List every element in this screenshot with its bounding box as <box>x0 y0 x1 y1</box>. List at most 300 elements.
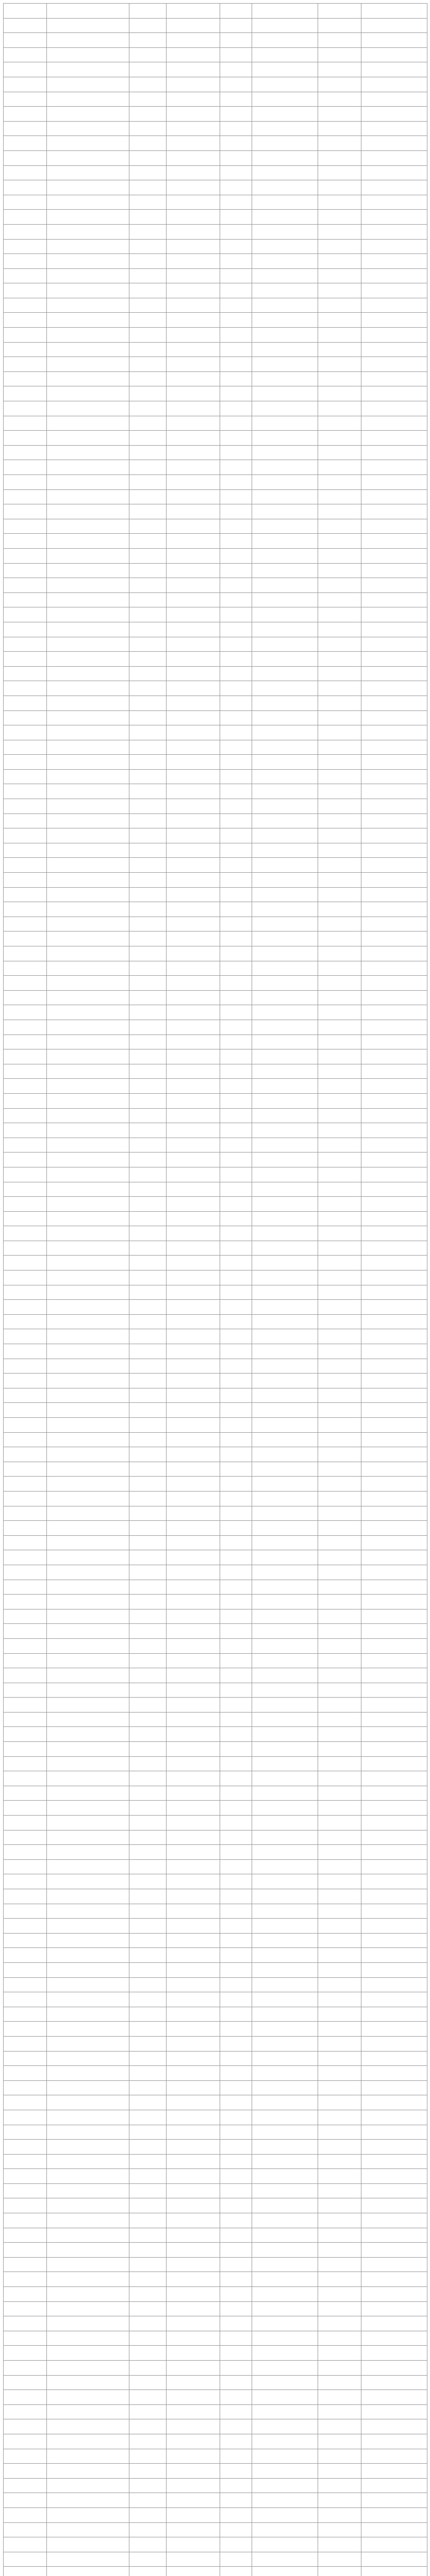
unit-cell <box>220 1123 252 1138</box>
model-cell <box>167 710 220 725</box>
row-number-cell <box>4 2007 47 2022</box>
table-row <box>4 1801 427 1816</box>
quantity-cell <box>318 858 361 873</box>
spec-cell <box>129 1270 167 1285</box>
spec-cell <box>129 2361 167 2376</box>
spec-cell <box>129 858 167 873</box>
brand-cell <box>252 1285 318 1300</box>
spec-cell <box>129 2140 167 2155</box>
model-cell <box>167 2095 220 2110</box>
quantity-cell <box>318 814 361 828</box>
row-number-cell <box>4 1359 47 1374</box>
row-number-cell <box>4 2464 47 2479</box>
row-number-cell <box>4 1374 47 1388</box>
row-number-cell <box>4 828 47 843</box>
table-row <box>4 2567 427 2576</box>
price-cell <box>361 2198 427 2213</box>
table-row <box>4 1256 427 1270</box>
model-cell <box>167 1786 220 1801</box>
price-cell <box>361 1403 427 1418</box>
item-name-cell <box>47 2316 129 2331</box>
price-cell <box>361 62 427 77</box>
model-cell <box>167 431 220 446</box>
brand-cell <box>252 902 318 917</box>
model-cell <box>167 1756 220 1771</box>
spec-cell <box>129 1403 167 1418</box>
unit-cell <box>220 2316 252 2331</box>
model-cell <box>167 931 220 946</box>
row-number-cell <box>4 298 47 313</box>
model-cell <box>167 1992 220 2007</box>
price-cell <box>361 1123 427 1138</box>
row-number-cell <box>4 107 47 122</box>
price-cell <box>361 828 427 843</box>
row-number-cell <box>4 843 47 858</box>
unit-cell <box>220 799 252 814</box>
row-number-cell <box>4 2154 47 2169</box>
price-cell <box>361 2449 427 2464</box>
brand-cell <box>252 917 318 931</box>
row-number-cell <box>4 2316 47 2331</box>
row-number-cell <box>4 1786 47 1801</box>
item-name-cell <box>47 622 129 637</box>
quantity-cell <box>318 563 361 578</box>
table-row <box>4 1771 427 1786</box>
unit-cell <box>220 4 252 19</box>
brand-cell <box>252 1079 318 1094</box>
model-cell <box>167 1521 220 1536</box>
item-name-cell <box>47 961 129 976</box>
item-name-cell <box>47 2051 129 2066</box>
quantity-cell <box>318 961 361 976</box>
item-name-cell <box>47 1108 129 1123</box>
table-row <box>4 1211 427 1226</box>
item-name-cell <box>47 1653 129 1668</box>
model-cell <box>167 1565 220 1580</box>
spec-cell <box>129 784 167 799</box>
price-cell <box>361 740 427 755</box>
brand-cell <box>252 696 318 710</box>
row-number-cell <box>4 254 47 269</box>
unit-cell <box>220 431 252 446</box>
brand-cell <box>252 460 318 475</box>
row-number-cell <box>4 1845 47 1860</box>
unit-cell <box>220 2125 252 2140</box>
row-number-cell <box>4 1668 47 1683</box>
brand-cell <box>252 2036 318 2051</box>
brand-cell <box>252 961 318 976</box>
item-name-cell <box>47 1418 129 1433</box>
row-number-cell <box>4 1462 47 1477</box>
brand-cell <box>252 1889 318 1904</box>
brand-cell <box>252 2272 318 2287</box>
quantity-cell <box>318 77 361 92</box>
table-row <box>4 740 427 755</box>
spec-cell <box>129 1889 167 1904</box>
spec-cell <box>129 1565 167 1580</box>
price-cell <box>361 784 427 799</box>
model-cell <box>167 1153 220 1167</box>
brand-cell <box>252 2449 318 2464</box>
table-row <box>4 1859 427 1874</box>
unit-cell <box>220 1595 252 1609</box>
table-row <box>4 1816 427 1831</box>
spec-cell <box>129 445 167 460</box>
price-cell <box>361 666 427 681</box>
spec-cell <box>129 460 167 475</box>
quantity-cell <box>318 2125 361 2140</box>
price-cell <box>361 2080 427 2095</box>
price-cell <box>361 1506 427 1521</box>
price-cell <box>361 990 427 1005</box>
quantity-cell <box>318 2552 361 2567</box>
model-cell <box>167 1595 220 1609</box>
unit-cell <box>220 666 252 681</box>
price-cell <box>361 2331 427 2346</box>
row-number-cell <box>4 1609 47 1624</box>
model-cell <box>167 1727 220 1742</box>
price-cell <box>361 1211 427 1226</box>
table-row <box>4 2198 427 2213</box>
row-number-cell <box>4 799 47 814</box>
row-number-cell <box>4 328 47 343</box>
quantity-cell <box>318 416 361 431</box>
unit-cell <box>220 2493 252 2508</box>
model-cell <box>167 2036 220 2051</box>
price-cell <box>361 1197 427 1212</box>
spec-cell <box>129 136 167 151</box>
table-row <box>4 2066 427 2081</box>
model-cell <box>167 342 220 357</box>
model-cell <box>167 1418 220 1433</box>
spec-cell <box>129 828 167 843</box>
brand-cell <box>252 371 318 386</box>
quantity-cell <box>318 902 361 917</box>
item-name-cell <box>47 1535 129 1550</box>
item-name-cell <box>47 239 129 254</box>
item-name-cell <box>47 2257 129 2272</box>
price-cell <box>361 814 427 828</box>
table-row <box>4 2272 427 2287</box>
row-number-cell <box>4 1506 47 1521</box>
spec-cell <box>129 210 167 225</box>
row-number-cell <box>4 2022 47 2037</box>
brand-cell <box>252 799 318 814</box>
unit-cell <box>220 1108 252 1123</box>
price-cell <box>361 1845 427 1860</box>
model-cell <box>167 210 220 225</box>
table-row <box>4 607 427 622</box>
spec-cell <box>129 843 167 858</box>
brand-cell <box>252 873 318 888</box>
model-cell <box>167 1609 220 1624</box>
spec-cell <box>129 2198 167 2213</box>
table-row <box>4 1462 427 1477</box>
brand-cell <box>252 180 318 195</box>
quantity-cell <box>318 121 361 136</box>
row-number-cell <box>4 1859 47 1874</box>
spec-cell <box>129 2169 167 2184</box>
model-cell <box>167 2552 220 2567</box>
table-row <box>4 725 427 740</box>
model-cell <box>167 4 220 19</box>
spec-cell <box>129 401 167 416</box>
brand-cell <box>252 563 318 578</box>
quantity-cell <box>318 1314 361 1329</box>
row-number-cell <box>4 961 47 976</box>
quantity-cell <box>318 1432 361 1447</box>
quantity-cell <box>318 2493 361 2508</box>
unit-cell <box>220 445 252 460</box>
price-cell <box>361 2493 427 2508</box>
quantity-cell <box>318 431 361 446</box>
brand-cell <box>252 1403 318 1418</box>
price-cell <box>361 2464 427 2479</box>
row-number-cell <box>4 2301 47 2316</box>
brand-cell <box>252 1211 318 1226</box>
table-row <box>4 2449 427 2464</box>
quantity-cell <box>318 1801 361 1816</box>
quantity-cell <box>318 2007 361 2022</box>
quantity-cell <box>318 224 361 239</box>
unit-cell <box>220 2375 252 2390</box>
brand-cell <box>252 755 318 770</box>
row-number-cell <box>4 1035 47 1049</box>
brand-cell <box>252 1064 318 1079</box>
table-row <box>4 1919 427 1934</box>
item-name-cell <box>47 1859 129 1874</box>
spec-cell <box>129 1624 167 1639</box>
price-cell <box>361 548 427 563</box>
spec-cell <box>129 342 167 357</box>
unit-cell <box>220 1977 252 1992</box>
brand-cell <box>252 1123 318 1138</box>
unit-cell <box>220 2213 252 2228</box>
brand-cell <box>252 2375 318 2390</box>
quantity-cell <box>318 475 361 490</box>
unit-cell <box>220 902 252 917</box>
item-name-cell <box>47 180 129 195</box>
unit-cell <box>220 1580 252 1595</box>
price-cell <box>361 165 427 180</box>
row-number-cell <box>4 1698 47 1713</box>
model-cell <box>167 1093 220 1108</box>
model-cell <box>167 62 220 77</box>
model-cell <box>167 2316 220 2331</box>
brand-cell <box>252 592 318 607</box>
price-cell <box>361 1801 427 1816</box>
model-cell <box>167 2419 220 2434</box>
quantity-cell <box>318 165 361 180</box>
price-cell <box>361 416 427 431</box>
unit-cell <box>220 1506 252 1521</box>
brand-cell <box>252 1329 318 1344</box>
quantity-cell <box>318 1447 361 1462</box>
brand-cell <box>252 475 318 490</box>
price-cell <box>361 1462 427 1477</box>
table-row <box>4 1432 427 1447</box>
brand-cell <box>252 2007 318 2022</box>
quantity-cell <box>318 1698 361 1713</box>
spec-cell <box>129 2036 167 2051</box>
price-cell <box>361 460 427 475</box>
price-cell <box>361 519 427 534</box>
model-cell <box>167 1889 220 1904</box>
quantity-cell <box>318 2272 361 2287</box>
unit-cell <box>220 2464 252 2479</box>
spec-cell <box>129 1801 167 1816</box>
quantity-cell <box>318 1830 361 1845</box>
table-row <box>4 2434 427 2449</box>
spec-cell <box>129 873 167 888</box>
item-name-cell <box>47 1197 129 1212</box>
brand-cell <box>252 1138 318 1153</box>
table-row <box>4 92 427 107</box>
row-number-cell <box>4 917 47 931</box>
unit-cell <box>220 1344 252 1359</box>
row-number-cell <box>4 931 47 946</box>
brand-cell <box>252 2140 318 2155</box>
brand-cell <box>252 1521 318 1536</box>
model-cell <box>167 2537 220 2552</box>
table-row <box>4 828 427 843</box>
row-number-cell <box>4 755 47 770</box>
model-cell <box>167 195 220 210</box>
quantity-cell <box>318 254 361 269</box>
brand-cell <box>252 401 318 416</box>
spec-cell <box>129 1727 167 1742</box>
quantity-cell <box>318 2464 361 2479</box>
brand-cell <box>252 2552 318 2567</box>
row-number-cell <box>4 224 47 239</box>
row-number-cell <box>4 416 47 431</box>
unit-cell <box>220 2361 252 2376</box>
table-row <box>4 1712 427 1727</box>
table-row <box>4 1742 427 1757</box>
price-cell <box>361 1167 427 1182</box>
spec-cell <box>129 2228 167 2243</box>
unit-cell <box>220 1801 252 1816</box>
spec-cell <box>129 1506 167 1521</box>
quantity-cell <box>318 1874 361 1889</box>
unit-cell <box>220 1535 252 1550</box>
spec-cell <box>129 1948 167 1963</box>
quantity-cell <box>318 828 361 843</box>
quantity-cell <box>318 1226 361 1241</box>
price-cell <box>361 843 427 858</box>
quantity-cell <box>318 1005 361 1020</box>
price-cell <box>361 873 427 888</box>
spec-cell <box>129 386 167 401</box>
unit-cell <box>220 1609 252 1624</box>
unit-cell <box>220 1624 252 1639</box>
brand-cell <box>252 814 318 828</box>
table-row <box>4 1285 427 1300</box>
quantity-cell <box>318 1550 361 1565</box>
unit-cell <box>220 1962 252 1977</box>
model-cell <box>167 961 220 976</box>
item-name-cell <box>47 210 129 225</box>
table-row <box>4 77 427 92</box>
table-row <box>4 313 427 328</box>
brand-cell <box>252 1859 318 1874</box>
unit-cell <box>220 2095 252 2110</box>
spec-cell <box>129 62 167 77</box>
quantity-cell <box>318 2154 361 2169</box>
spec-cell <box>129 1300 167 1315</box>
table-row <box>4 1727 427 1742</box>
row-number-cell <box>4 460 47 475</box>
item-name-cell <box>47 637 129 652</box>
spec-cell <box>129 1418 167 1433</box>
model-cell <box>167 681 220 696</box>
row-number-cell <box>4 1108 47 1123</box>
row-number-cell <box>4 2522 47 2537</box>
brand-cell <box>252 254 318 269</box>
quantity-cell <box>318 2390 361 2405</box>
unit-cell <box>220 1904 252 1919</box>
price-cell <box>361 2316 427 2331</box>
spec-cell <box>129 1962 167 1977</box>
item-name-cell <box>47 1933 129 1948</box>
unit-cell <box>220 1182 252 1197</box>
brand-cell <box>252 1801 318 1816</box>
item-name-cell <box>47 814 129 828</box>
price-cell <box>361 1638 427 1653</box>
unit-cell <box>220 1314 252 1329</box>
table-row <box>4 1638 427 1653</box>
brand-cell <box>252 150 318 165</box>
table-row <box>4 2301 427 2316</box>
price-cell <box>361 136 427 151</box>
model-cell <box>167 1079 220 1094</box>
unit-cell <box>220 2110 252 2125</box>
spec-cell <box>129 1786 167 1801</box>
row-number-cell <box>4 637 47 652</box>
item-name-cell <box>47 2449 129 2464</box>
quantity-cell <box>318 1521 361 1536</box>
unit-cell <box>220 2449 252 2464</box>
row-number-cell <box>4 47 47 62</box>
row-number-cell <box>4 92 47 107</box>
item-name-cell <box>47 1049 129 1064</box>
price-cell <box>361 1418 427 1433</box>
brand-cell <box>252 2095 318 2110</box>
price-cell <box>361 47 427 62</box>
spec-cell <box>129 755 167 770</box>
quantity-cell <box>318 92 361 107</box>
brand-cell <box>252 1314 318 1329</box>
brand-cell <box>252 1035 318 1049</box>
item-name-cell <box>47 799 129 814</box>
quantity-cell <box>318 1079 361 1094</box>
model-cell <box>167 1197 220 1212</box>
item-name-cell <box>47 2287 129 2302</box>
brand-cell <box>252 2228 318 2243</box>
quantity-cell <box>318 681 361 696</box>
table-row <box>4 622 427 637</box>
model-cell <box>167 2154 220 2169</box>
item-name-cell <box>47 1447 129 1462</box>
unit-cell <box>220 961 252 976</box>
row-number-cell <box>4 386 47 401</box>
unit-cell <box>220 1462 252 1477</box>
price-cell <box>361 1698 427 1713</box>
model-cell <box>167 1638 220 1653</box>
model-cell <box>167 1668 220 1683</box>
brand-cell <box>252 77 318 92</box>
spec-cell <box>129 607 167 622</box>
